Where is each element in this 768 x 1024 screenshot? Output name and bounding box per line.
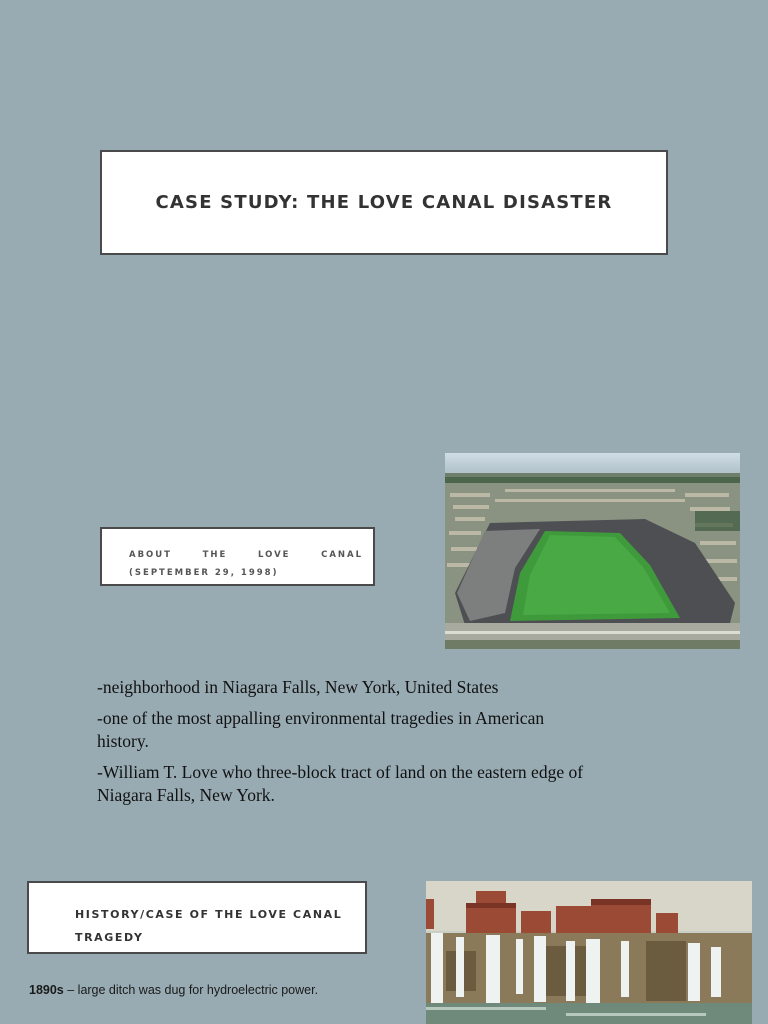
note-text: – large ditch was dug for hydroelectric power. [63, 983, 319, 997]
bullet-item: -William T. Love who three-block tract of land on the eastern edge of Niagara Falls, New York. [97, 761, 584, 805]
history-heading: HISTORY/CASE OF THE LOVE CANAL TRAGEDY [75, 908, 343, 944]
about-heading-box [100, 527, 375, 586]
about-heading: ABOUT THE LOVE CANAL (SEPTEMBER 29, 1998) [129, 550, 363, 578]
timeline-note [29, 983, 318, 997]
note-year: 1890s [29, 983, 64, 997]
bullet-item: -one of the most appalling environmental tragedies in American history. [97, 707, 545, 751]
bullet-item: -neighborhood in Niagara Falls, New York, United States [97, 677, 499, 697]
history-heading-box [27, 881, 367, 954]
page-title: CASE STUDY: THE LOVE CANAL DISASTER [155, 192, 613, 213]
bullet-list [97, 676, 587, 815]
love-canal-aerial-photo [445, 453, 740, 649]
niagara-falls-mills-photo [426, 881, 752, 1024]
title-box [100, 150, 668, 255]
